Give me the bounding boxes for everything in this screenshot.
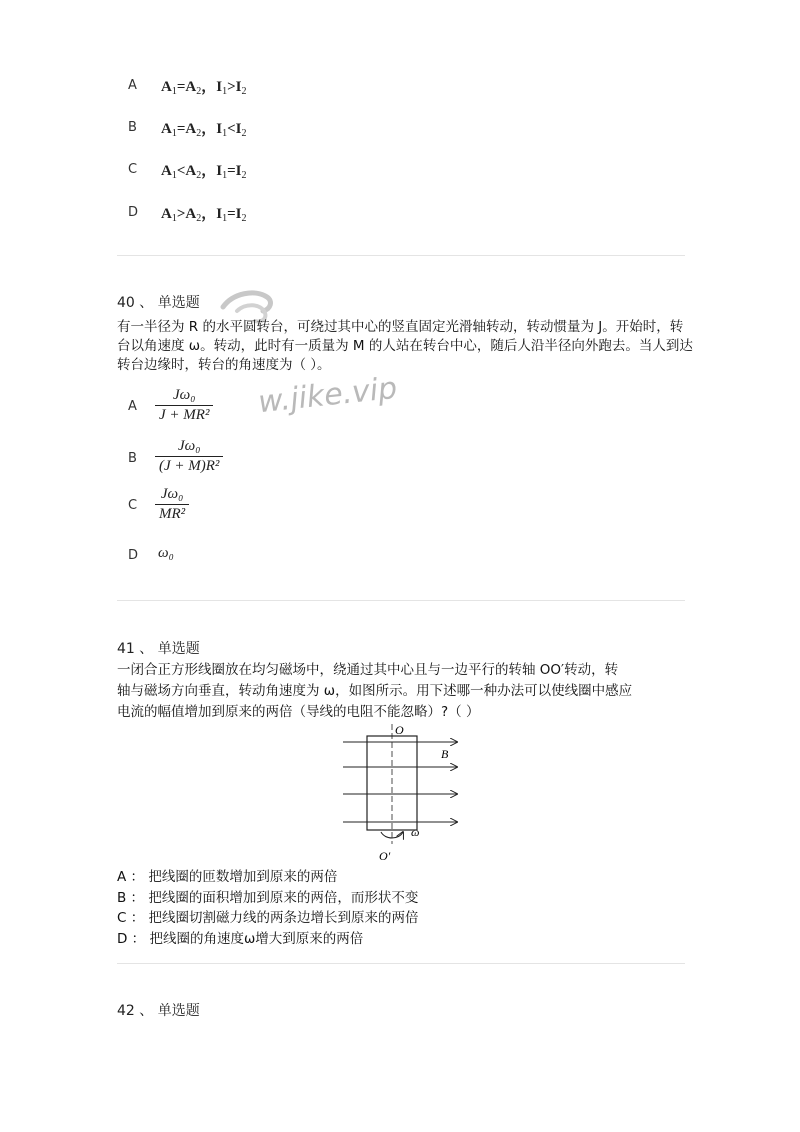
option-letter: A [128,399,137,414]
watermark-text: w.jike.vip [256,370,399,421]
q41-text-line: 一闭合正方形线圈放在均匀磁场中，绕通过其中心且与一边平行的转轴 OO′转动，转 [117,662,619,678]
q41-answer-d[interactable]: D ： 把线圈的角速度ω增大到原来的两倍 [117,931,364,947]
q40-text-line: 有一半径为 R 的水平圆转台，可绕过其中心的竖直固定光滑轴转动，转动惯量为 J。开始时，转 [117,319,684,335]
omega-label: ω [411,825,420,839]
option-formula: $A_1>A_2$，$I_1=I_2$ [161,206,247,224]
option-formula: $A_1=A_2$，$I_1<I_2$ [161,121,247,139]
q40-text-line: 转台边缘时，转台的角速度为（ ）。 [117,357,331,373]
option-fraction: Jω₀ J + MR² [155,387,213,424]
q42-header: 42 、 单选题 [117,1003,200,1019]
q40-header: 40 、 单选题 [117,295,200,311]
option-letter: A [128,78,137,93]
q40-text-line: 台以角速度 ω。转动，此时有一质量为 M 的人站在转台中心，随后人沿半径向外跑去。当人到达 [117,338,693,354]
option-formula: $A_1=A_2$，$I_1>I_2$ [161,79,247,97]
divider [117,255,685,256]
q41-answer-b[interactable]: B ： 把线圈的面积增加到原来的两倍，而形状不变 [117,890,419,906]
option-value: ω₀ [158,545,174,561]
q41-text-line: 电流的幅值增加到原来的两倍（导线的电阻不能忽略）?（ ） [117,704,480,720]
rotating-coil-figure [335,722,465,864]
option-fraction: Jω₀ MR² [155,486,189,523]
option-formula: $A_1<A_2$，$I_1=I_2$ [161,163,247,181]
option-letter: C [128,162,138,177]
axis-bottom-label: O′ [379,849,391,863]
q41-header: 41 、 单选题 [117,641,200,657]
q41-answer-a[interactable]: A ： 把线圈的匝数增加到原来的两倍 [117,869,338,885]
divider [117,963,685,964]
option-letter: B [128,120,137,135]
q41-answer-c[interactable]: C ： 把线圈切割磁力线的两条边增长到原来的两倍 [117,910,419,926]
option-letter: C [128,498,138,513]
q41-text-line: 轴与磁场方向垂直，转动角速度为 ω，如图所示。用下述哪一种办法可以使线圈中感应 [117,683,633,699]
option-letter: D [128,548,139,563]
divider [117,600,685,601]
field-label: B [441,747,449,761]
axis-top-label: O [395,723,404,737]
option-letter: B [128,451,137,466]
option-letter: D [128,205,139,220]
option-fraction: Jω₀ (J + M)R² [155,438,223,475]
